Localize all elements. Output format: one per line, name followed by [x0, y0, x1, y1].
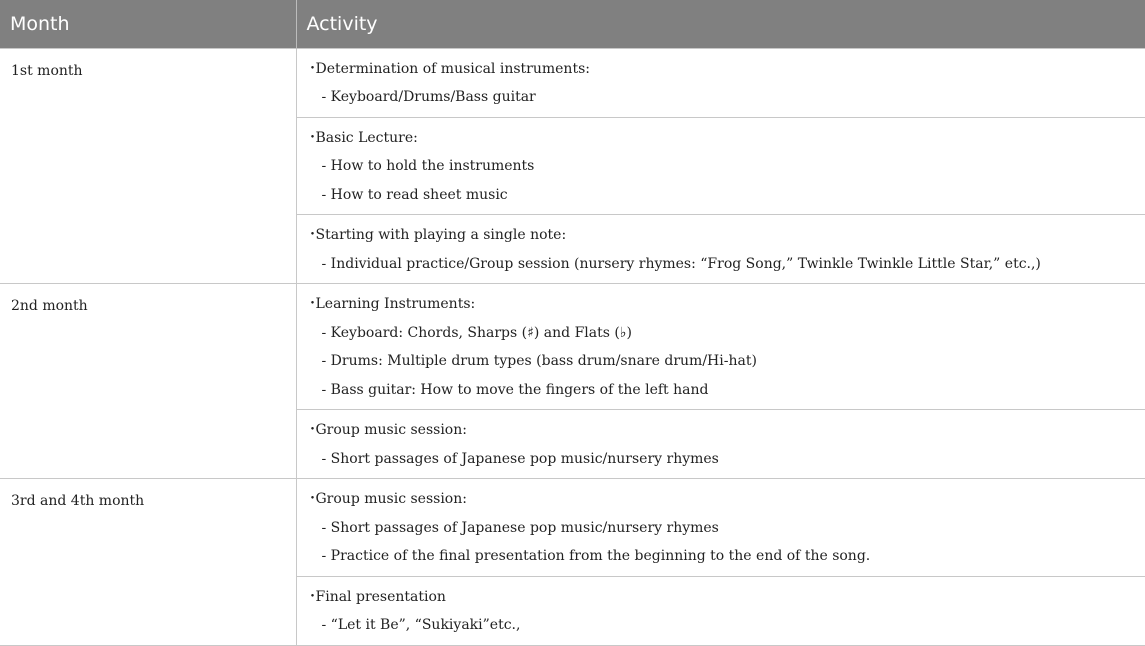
activity-title-line [306, 421, 1136, 450]
activity-detail: - Short passages of Japanese pop music/nursery rhymes [306, 519, 1136, 548]
activity-title: Group music session: [316, 491, 467, 507]
activity-block [297, 284, 1145, 409]
activity-detail: - Short passages of Japanese pop music/nursery rhymes [306, 450, 1136, 479]
table-row [0, 479, 1145, 577]
activity-block [297, 479, 1145, 576]
activity-cell [296, 479, 1145, 577]
activity-title: Determination of musical instruments: [316, 61, 590, 77]
bullet-icon: ・ [306, 60, 316, 78]
table-row [0, 48, 1145, 117]
activity-title-line [306, 588, 1136, 617]
activity-detail: - “Let it Be”, “Sukiyaki”etc., [306, 616, 1136, 645]
month-cell: 2nd month [0, 284, 296, 479]
activity-title: Group music session: [316, 422, 467, 438]
activity-block [297, 49, 1145, 117]
bullet-icon: ・ [306, 490, 316, 508]
activity-title: Final presentation [316, 589, 446, 605]
table-body [0, 48, 1145, 645]
activity-cell [296, 284, 1145, 410]
activity-cell [296, 576, 1145, 645]
activity-detail: - Keyboard/Drums/Bass guitar [306, 88, 1136, 117]
activity-column-header: Activity [296, 0, 1145, 48]
bullet-icon: ・ [306, 588, 316, 606]
table-row [0, 284, 1145, 410]
bullet-icon: ・ [306, 295, 316, 313]
activity-title-line [306, 490, 1136, 519]
activity-block [297, 118, 1145, 215]
bullet-icon: ・ [306, 421, 316, 439]
month-cell: 1st month [0, 48, 296, 284]
activity-detail: - Bass guitar: How to move the fingers of the left hand [306, 381, 1136, 410]
activity-title-line [306, 295, 1136, 324]
activity-detail: - Drums: Multiple drum types (bass drum/snare drum/Hi-hat) [306, 352, 1136, 381]
activity-title: Learning Instruments: [316, 296, 476, 312]
activity-title-line [306, 60, 1136, 89]
activity-detail: - Keyboard: Chords, Sharps (♯) and Flats (♭) [306, 324, 1136, 353]
activity-title: Basic Lecture: [316, 130, 418, 146]
month-cell: 3rd and 4th month [0, 479, 296, 646]
activity-block [297, 577, 1145, 645]
activity-cell [296, 117, 1145, 215]
activity-block [297, 215, 1145, 283]
activity-detail: - How to read sheet music [306, 186, 1136, 215]
activity-title: Starting with playing a single note: [316, 227, 567, 243]
activity-block [297, 410, 1145, 478]
bullet-icon: ・ [306, 129, 316, 147]
activity-cell [296, 410, 1145, 479]
activity-title-line [306, 226, 1136, 255]
header-row [0, 0, 1145, 48]
activity-title-line [306, 129, 1136, 158]
bullet-icon: ・ [306, 226, 316, 244]
activity-detail: - Individual practice/Group session (nursery rhymes: “Frog Song,” Twinkle Twinkle Little Star,” etc.,) [306, 255, 1136, 284]
activity-detail: - Practice of the final presentation from the beginning to the end of the song. [306, 547, 1136, 576]
activity-detail: - How to hold the instruments [306, 157, 1136, 186]
activity-cell [296, 215, 1145, 284]
activity-cell [296, 48, 1145, 117]
month-column-header: Month [0, 0, 296, 48]
